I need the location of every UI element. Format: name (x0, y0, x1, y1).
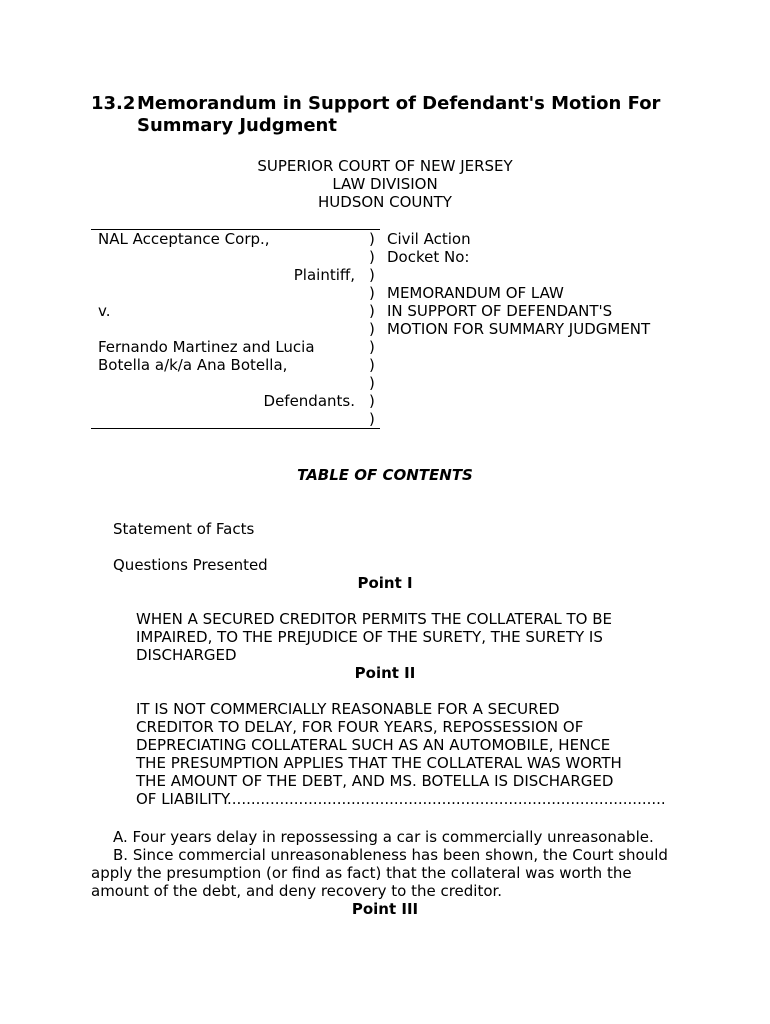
toc-point-2-line-leader: OF LIABILITY............................................................................................ (136, 790, 666, 808)
toc-point-2-line: THE PRESUMPTION APPLIES THAT THE COLLATERAL WAS WORTH (136, 754, 622, 772)
caption-paren: ) (369, 302, 375, 320)
toc-point-2-line: CREDITOR TO DELAY, FOR FOUR YEARS, REPOSSESSION OF (136, 718, 584, 736)
toc-point-2-line: DEPRECIATING COLLATERAL SUCH AS AN AUTOMOBILE, HENCE (136, 736, 611, 754)
section-title-line2: Summary Judgment (137, 115, 337, 136)
caption-paren: ) (369, 338, 375, 356)
toc-point-2-sub-b-line: apply the presumption (or find as fact) that the collateral was worth the (91, 864, 632, 882)
court-name: SUPERIOR COURT OF NEW JERSEY (257, 157, 513, 175)
plaintiff-role: Plaintiff, (293, 266, 355, 284)
court-county: HUDSON COUNTY (318, 193, 452, 211)
toc-point-1-line: DISCHARGED (136, 646, 237, 664)
docket-label: Docket No: (387, 248, 470, 266)
caption-paren: ) (369, 374, 375, 392)
document-title-line3: MOTION FOR SUMMARY JUDGMENT (387, 320, 651, 338)
toc-point-2-sub-b-line: B. Since commercial unreasonableness has been shown, the Court should (113, 846, 668, 864)
caption-paren: ) (369, 248, 375, 266)
versus-label: v. (98, 302, 111, 320)
caption-paren: ) (369, 320, 375, 338)
toc-point-2-label: Point II (354, 664, 416, 682)
toc-point-1-label: Point I (357, 574, 413, 592)
caption-paren: ) (369, 356, 375, 374)
caption-paren: ) (369, 284, 375, 302)
toc-point-2-line: IT IS NOT COMMERCIALLY REASONABLE FOR A SECURED (136, 700, 560, 718)
caption-paren: ) (369, 230, 375, 248)
court-division: LAW DIVISION (332, 175, 438, 193)
toc-title: TABLE OF CONTENTS (297, 466, 473, 484)
caption-paren: ) (369, 410, 375, 428)
plaintiff-name: NAL Acceptance Corp., (98, 230, 270, 248)
toc-point-2-sub-b-line: amount of the debt, and deny recovery to the creditor. (91, 882, 503, 900)
toc-point-1-line: IMPAIRED, TO THE PREJUDICE OF THE SURETY, THE SURETY IS (136, 628, 603, 646)
toc-questions-presented: Questions Presented (113, 556, 268, 574)
document-title-line1: MEMORANDUM OF LAW (387, 284, 564, 302)
defendant-name-line2: Botella a/k/a Ana Botella, (98, 356, 288, 374)
caption-paren: ) (369, 392, 375, 410)
document-title-line2: IN SUPPORT OF DEFENDANT'S (387, 302, 613, 320)
toc-point-2-line: THE AMOUNT OF THE DEBT, AND MS. BOTELLA IS DISCHARGED (136, 772, 614, 790)
caption-bottom-rule (91, 428, 380, 429)
section-number: 13.2 (91, 93, 136, 114)
toc-point-3-label: Point III (351, 900, 419, 918)
toc-statement-of-facts: Statement of Facts (113, 520, 255, 538)
caption-paren: ) (369, 266, 375, 284)
toc-point-1-line: WHEN A SECURED CREDITOR PERMITS THE COLLATERAL TO BE (136, 610, 613, 628)
toc-point-2-sub-a: A. Four years delay in repossessing a car is commercially unreasonable. (113, 828, 654, 846)
section-title-line1: Memorandum in Support of Defendant's Motion For (137, 93, 661, 114)
civil-action-label: Civil Action (387, 230, 471, 248)
defendant-role: Defendants. (263, 392, 355, 410)
defendant-name-line1: Fernando Martinez and Lucia (98, 338, 315, 356)
